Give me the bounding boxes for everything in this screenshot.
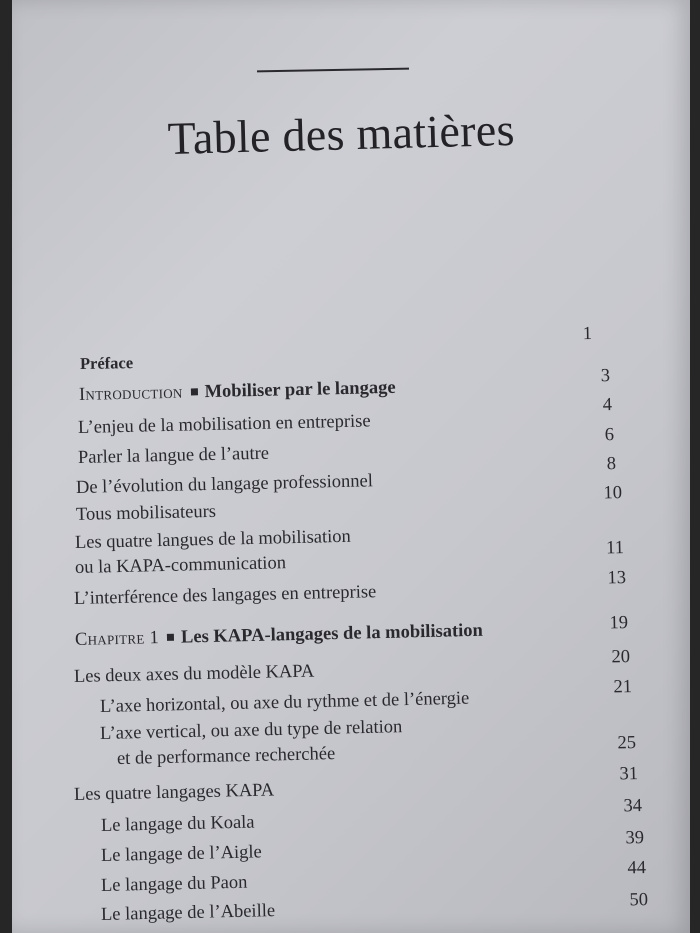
toc-entry: Parler la langue de l’autre [77,443,270,468]
toc-entry: Tous mobilisateurs [75,501,217,525]
toc-entry: De l’évolution du langage professionnel [75,471,374,498]
toc-page-number: 34 [623,796,643,817]
toc-entry-chapter-1 [75,621,483,651]
toc-page-number: 20 [611,647,631,668]
toc-entry: Les deux axes du modèle KAPA [73,661,315,687]
square-bullet-icon [167,634,174,641]
toc-page-number: 50 [629,890,649,911]
toc-subentry: Le langage de l’Abeille [100,901,276,925]
toc-page-number: 19 [609,613,629,634]
section-title: Mobiliser par le langage [204,377,396,403]
toc-subentry: Le langage de l’Aigle [100,842,262,866]
toc-entry: ou la KAPA-communication [74,553,287,578]
toc-entry: L’interférence des langages en entreprise [73,582,377,609]
toc-page-number: 44 [627,858,647,879]
section-prefix: Chapitre 1 [74,628,160,650]
section-title: Les KAPA-langages de la mobilisation [180,620,484,648]
toc-page-number: 3 [600,366,611,387]
book-page [12,0,690,933]
toc-subentry: Le langage du Koala [100,812,255,836]
table-of-contents [12,0,690,933]
toc-entry-preface: Préface [79,353,134,373]
toc-page-number: 25 [617,733,637,754]
toc-page-number: 1 [582,324,593,345]
toc-subentry: et de performance recherchée [116,744,336,769]
toc-page-number: 11 [605,538,625,559]
toc-page-number: 21 [613,677,633,698]
toc-entry: Les quatre langues de la mobilisation [74,526,352,553]
toc-page-number: 4 [602,395,613,416]
page-title: Table des matières [167,103,516,164]
toc-page-number: 10 [603,483,623,504]
toc-entry-introduction [79,378,396,406]
toc-page-number: 13 [607,568,627,589]
toc-subentry: L’axe horizontal, ou axe du rythme et de l’énergie [99,688,470,717]
square-bullet-icon [191,389,198,396]
toc-page-number: 8 [606,454,617,475]
toc-entry: L’enjeu de la mobilisation en entreprise [77,411,371,438]
toc-subentry: L’axe vertical, ou axe du type de relation [99,717,403,744]
toc-subentry: Le langage du Paon [100,872,248,896]
section-prefix: Introduction [78,382,183,405]
toc-page-number: 6 [604,425,615,446]
toc-page-number: 31 [619,764,639,785]
toc-page-number: 39 [625,828,645,849]
toc-entry: Les quatre langages KAPA [73,780,275,805]
